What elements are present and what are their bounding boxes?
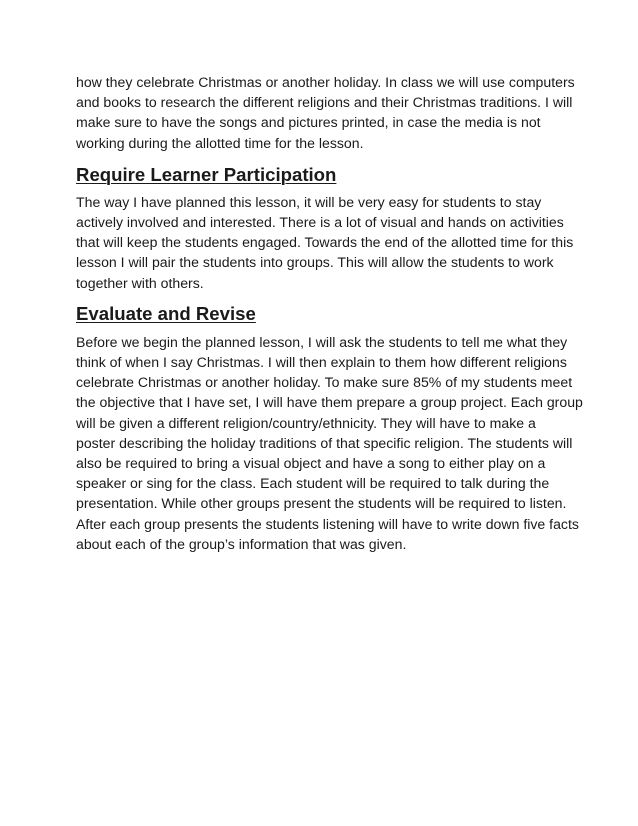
text-line: and books to research the different religions and their Christmas traditions. I will bbox=[76, 94, 573, 111]
text-line: After each group presents the students listening will have to write down five facts bbox=[76, 515, 579, 532]
text-line: will be given a different religion/country/ethnicity. They will have to make a bbox=[76, 414, 536, 431]
text-line: also be required to bring a visual object and have a song to either play on a bbox=[76, 455, 546, 472]
heading-evaluate-and-revise bbox=[76, 302, 576, 326]
text-line: make sure to have the songs and pictures printed, in case the media is not bbox=[76, 114, 541, 131]
heading-text: equire Learner Participation bbox=[89, 163, 337, 185]
heading-text: valuate and Revise bbox=[88, 302, 256, 324]
text-line: poster describing the holiday traditions of that specific religion. The students will bbox=[76, 434, 573, 451]
paragraph-evaluation bbox=[76, 332, 583, 554]
text-line: presentation. While other groups present the students will be required to listen. bbox=[76, 495, 567, 512]
text-line: think of when I say Christmas. I will then explain to them how different religions bbox=[76, 354, 567, 371]
text-line: celebrate Christmas or another holiday. To make sure 85% of my students meet bbox=[76, 374, 573, 391]
text-line: that will keep the students engaged. Towards the end of the allotted time for this bbox=[76, 234, 574, 251]
text-line: speaker or sing for the class. Each student will be required to talk during the bbox=[76, 475, 550, 492]
text-line: about each of the group’s information that was given. bbox=[76, 535, 407, 552]
text-line: how they celebrate Christmas or another holiday. In class we will use computers bbox=[76, 74, 575, 90]
heading-require-learner-participation bbox=[76, 163, 576, 187]
paragraph-intro bbox=[76, 72, 576, 153]
text-line: The way I have planned this lesson, it will be very easy for students to stay bbox=[76, 193, 542, 210]
text-line: the objective that I have set, I will have them prepare a group project. Each group bbox=[76, 394, 583, 411]
text-line: lesson I will pair the students into groups. This will allow the students to work bbox=[76, 254, 554, 271]
heading-initial: E bbox=[76, 302, 89, 324]
heading-initial: R bbox=[76, 163, 90, 185]
text-line: together with others. bbox=[76, 274, 204, 291]
paragraph-participation bbox=[76, 192, 576, 293]
text-line: actively involved and interested. There is a lot of visual and hands on activities bbox=[76, 214, 564, 231]
text-line: Before we begin the planned lesson, I will ask the students to tell me what they bbox=[76, 333, 568, 350]
document-body bbox=[76, 72, 583, 554]
text-line: working during the allotted time for the lesson. bbox=[76, 134, 364, 151]
